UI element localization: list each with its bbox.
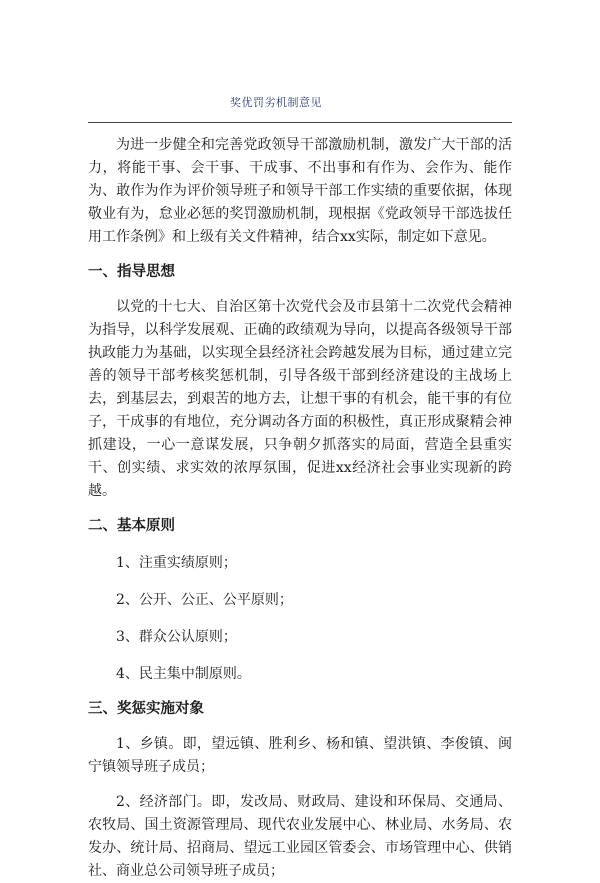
document-body bbox=[88, 134, 512, 883]
principle-item: 4、民主集中制原则。 bbox=[116, 666, 251, 682]
running-header: 奖优罚劣机制意见 bbox=[230, 96, 322, 109]
guiding-ideology-paragraph: 以党的十七大、自治区第十次党代会及市县第十二次党代会精神为指导，以科学发展观、正确的政绩观为导向，以提高各级领导干部执政能力为基础，以实现全县经济社会跨越发展为目标，通过建立完善的领导干部考核奖惩机制，引导各级干部到经济建设的主战场上去，到基层去，到艰苦的地方去，让想干事的有机会，能干事的有位子，干成事的有地位，充分调动各方面的积极性，真正形成聚精会神抓建设，一心一意谋发展，只争朝夕抓落实的局面，营造全县重实干、创实绩、求实效的浓厚氛围，促进xx经济社会事业实现新的跨越。 bbox=[88, 299, 512, 499]
header-rule bbox=[88, 122, 512, 123]
principle-item: 2、公开、公正、公平原则； bbox=[116, 592, 293, 608]
section-heading-guiding-ideology: 一、指导思想 bbox=[88, 264, 175, 280]
principle-item: 1、注重实绩原则； bbox=[116, 555, 237, 571]
target-item-economic-departments: 2、经济部门。即，发改局、财政局、建设和环保局、交通局、农牧局、国土资源管理局、现代农业发展中心、林业局、水务局、农发办、统计局、招商局、望远工业园区管委会、市场管理中心、供销社、商业总公司领导班子成员； bbox=[88, 794, 512, 879]
target-item-townships: 1、乡镇。即，望远镇、胜利乡、杨和镇、望洪镇、李俊镇、闽宁镇领导班子成员； bbox=[88, 736, 512, 775]
intro-paragraph: 为进一步健全和完善党政领导干部激励机制，激发广大干部的活力，将能干事、会干事、干成事、不出事和有作为、会作为、能作为、敢作为作为评价领导班子和领导干部工作实绩的重要依据，体现敬业有为，怠业必惩的奖罚激励机制，现根据《党政领导干部选拔任用工作条例》和上级有关文件精神，结合xx实际，制定如下意见。 bbox=[88, 137, 512, 245]
section-heading-targets: 三、奖惩实施对象 bbox=[88, 701, 204, 717]
section-heading-basic-principles: 二、基本原则 bbox=[88, 518, 175, 534]
principle-item: 3、群众公认原则； bbox=[116, 629, 237, 645]
